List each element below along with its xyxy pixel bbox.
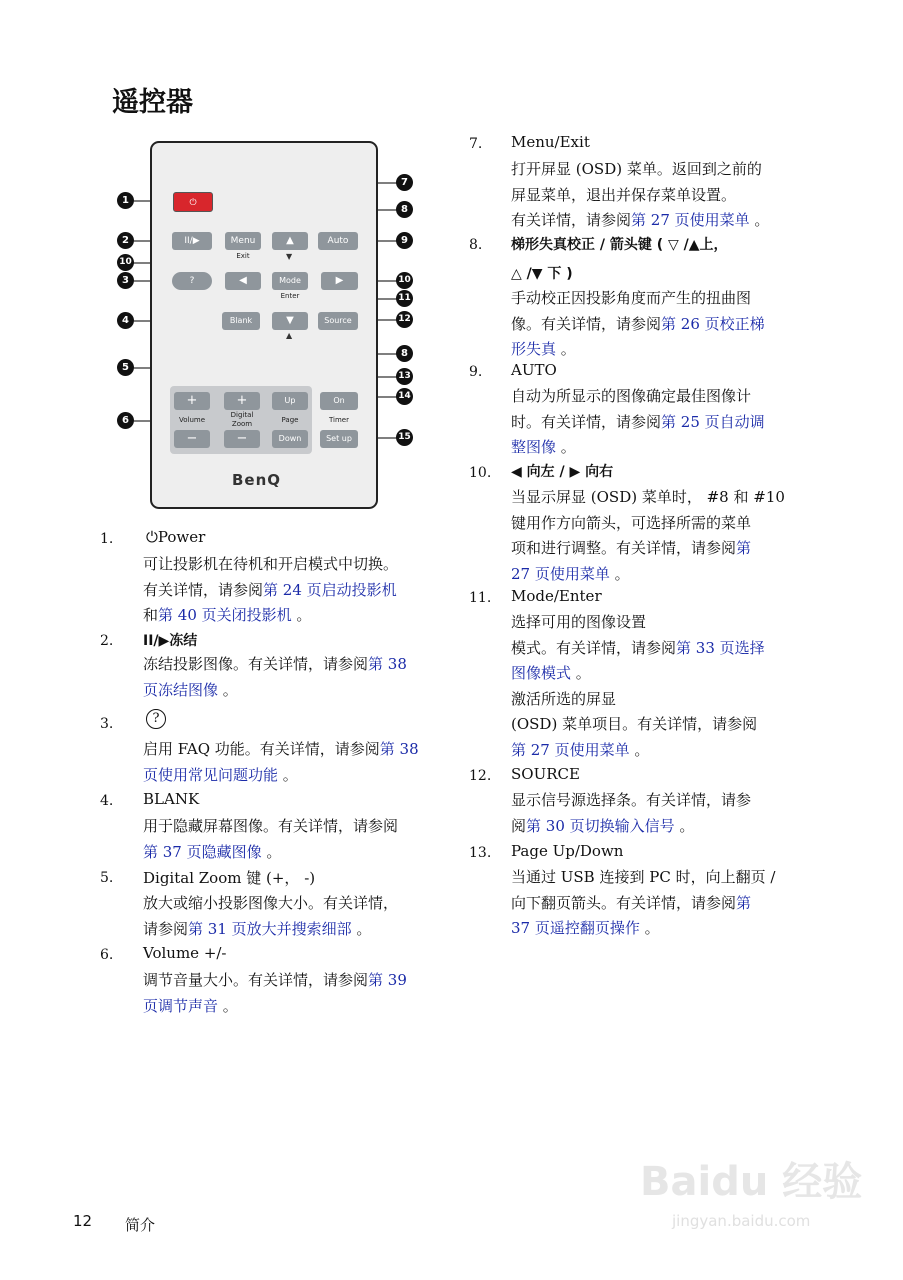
callout-12: 12 [396, 311, 413, 328]
item-number: 7. [469, 136, 483, 152]
cross-reference-link[interactable]: 第 30 页切换输入信号 [526, 816, 675, 835]
power-icon: ⏻ [146, 528, 158, 546]
item-body [511, 788, 831, 839]
item-number: 2. [100, 633, 114, 649]
callout-5: 5 [117, 359, 134, 376]
body-text: 。 [556, 438, 576, 456]
mode-button: Mode [272, 272, 308, 290]
item-body [511, 157, 831, 234]
volume-label: Volume [178, 416, 206, 424]
body-text: 。 [639, 919, 660, 937]
callout-10-right: 10 [396, 272, 413, 289]
callout-4: 4 [117, 312, 134, 329]
digital-zoom-label: Digital Zoom [230, 411, 254, 428]
on-button: On [320, 392, 358, 410]
page-title: 遥控器 [112, 87, 193, 118]
item-number: 4. [100, 793, 114, 809]
baidu-watermark: Baidu 经验 [640, 1159, 863, 1205]
callout-7: 7 [396, 174, 413, 191]
menu-button: Menu [225, 232, 261, 250]
item-number: 1. [100, 531, 114, 547]
page-label: Page [281, 416, 299, 424]
item-body [143, 552, 463, 629]
body-text: 选择可用的图像设置 模式。有关详情，请参阅 [511, 613, 677, 657]
section-name: 简介 [125, 1216, 156, 1234]
cross-reference-link[interactable]: 第 38 页冻结图像 [143, 655, 407, 699]
item-number: 3. [100, 716, 114, 732]
body-text: 放大或缩小投影图像大小。有关详情， 请参阅 [143, 894, 399, 938]
item-body [143, 814, 463, 865]
volume-plus-button: + [174, 392, 210, 410]
item-heading: II/▶冻结 [143, 633, 198, 649]
item-heading: Page Up/Down [511, 842, 624, 860]
callout-15: 15 [396, 429, 413, 446]
body-text: 手动校正因投影角度而产生的扭曲图 像。有关详情，请参阅 [511, 289, 752, 333]
source-button: Source [318, 312, 358, 330]
power-button: ⏻ [173, 192, 213, 212]
item-heading: Mode/Enter [511, 587, 602, 605]
page-up-button: Up [272, 392, 308, 410]
item-heading: Menu/Exit [511, 133, 590, 151]
item-body [143, 652, 463, 703]
item-body [143, 737, 463, 788]
help-button: ? [172, 272, 212, 290]
body-text: 。 [218, 996, 238, 1015]
item-heading: ⏻Power [146, 528, 206, 546]
body-text: 显示信号源选择条。有关详情，请参 阅 [511, 791, 752, 835]
item-body [143, 968, 463, 1019]
item-heading: SOURCE [511, 765, 580, 783]
cross-reference-link[interactable]: 第 39 页调节声音 [143, 971, 407, 1015]
item-body [511, 485, 831, 587]
baidu-watermark-url: jingyan.baidu.com [672, 1212, 811, 1230]
body-text: 当通过 USB 连接到 PC 时，向上翻页 / 向下翻页箭头。有关详情，请参阅 [511, 868, 776, 912]
body-text: 可让投影机在待机和开启模式中切换。 有关详情，请参阅 [143, 555, 399, 599]
cross-reference-link[interactable]: 第 25 页自动调 整图像 [511, 412, 765, 456]
item-number: 11. [469, 590, 492, 606]
up-arrow-button: ▲ [272, 232, 308, 250]
body-text: 调节音量大小。有关详情，请参阅 [143, 971, 369, 989]
page-number: 12 [73, 1212, 93, 1230]
body-text: 。 [674, 816, 695, 835]
callout-11: 11 [396, 290, 413, 307]
item-number: 6. [100, 947, 114, 963]
body-text: 。 [556, 340, 576, 358]
item-body [511, 610, 831, 763]
item-heading: ◀ 向左 / ▶ 向右 [511, 464, 614, 480]
keystone-up-icon: ▲ [286, 331, 293, 340]
item-heading: Digital Zoom 键 (+， -) [143, 869, 316, 887]
timer-label: Timer [328, 416, 349, 424]
keystone-down-icon: ▼ [286, 252, 293, 261]
item-number: 12. [469, 768, 492, 784]
help-icon: ? [146, 709, 166, 729]
body-text: 。 [609, 564, 630, 583]
body-text: 当显示屏显 (OSD) 菜单时， #8 和 #10 键用作方向箭头，可选择所需的菜单 项和进行调整。有关详情，请参阅 [511, 488, 785, 557]
body-text: 自动为所显示的图像确定最佳图像计 时。有关详情，请参阅 [511, 387, 752, 431]
item-heading: BLANK [143, 790, 200, 808]
callout-9: 9 [396, 232, 413, 249]
item-body [511, 286, 831, 363]
callout-13: 13 [396, 368, 413, 385]
cross-reference-link[interactable]: 第 26 页校正梯 形失真 [511, 314, 765, 358]
cross-reference-link[interactable]: 第 33 页选择 图像模式 [511, 638, 765, 682]
item-heading: 梯形失真校正 / 箭头键 ( ▽ /▲上， △ /▼ 下 ) [511, 237, 728, 282]
item-body [511, 865, 831, 942]
cross-reference-link[interactable]: 第 27 页使用菜单 [511, 740, 630, 759]
cross-reference-link[interactable]: 第 27 页使用菜单 [631, 211, 750, 229]
callout-8-bottom: 8 [396, 345, 413, 362]
body-text: 。 [291, 606, 312, 624]
cross-reference-link[interactable]: 第 37 页遥控翻页操作 [511, 893, 752, 937]
cross-reference-link[interactable]: 第 27 页使用菜单 [511, 539, 752, 583]
cross-reference-link[interactable]: 第 38 页使用常见问题功能 [143, 740, 419, 784]
body-text: 。 激活所选的屏显 (OSD) 菜单项目。有关详情，请参阅 [511, 664, 758, 733]
item-body [511, 384, 831, 461]
body-text: 。 [351, 919, 372, 938]
right-arrow-button: ▶ [321, 272, 358, 290]
mode-sub-label: Enter [280, 292, 300, 300]
blank-button: Blank [222, 312, 260, 330]
setup-button: Set up [320, 430, 358, 448]
body-text: 。 [218, 680, 238, 699]
body-text: 启用 FAQ 功能。有关详情，请参阅 [143, 740, 380, 758]
cross-reference-link[interactable]: 第 37 页隐藏图像 [143, 842, 262, 861]
benq-logo: BenQ [232, 471, 282, 489]
callout-6: 6 [117, 412, 134, 429]
body-text: 。 [749, 211, 770, 229]
item-heading: Volume +/- [143, 944, 227, 962]
item-body [143, 891, 463, 942]
cross-reference-link[interactable]: 第 40 页关闭投影机 [158, 606, 292, 624]
callout-8-top: 8 [396, 201, 413, 218]
left-arrow-button: ◀ [225, 272, 261, 290]
body-text: 用于隐藏屏幕图像。有关详情，请参阅 [143, 817, 399, 835]
freeze-button: II/▶ [172, 232, 212, 250]
body-text: 打开屏显 (OSD) 菜单。返回到之前的 屏显菜单，退出并保存菜单设置。 有关详情，请参阅 [511, 160, 762, 229]
menu-sub-label: Exit [236, 252, 250, 260]
body-text: 。 [278, 765, 298, 784]
callout-1: 1 [117, 192, 134, 209]
zoom-minus-button: − [224, 430, 260, 448]
cross-reference-link[interactable]: 第 24 页启动投影机 [263, 580, 397, 599]
zoom-plus-button: + [224, 392, 260, 410]
callout-14: 14 [396, 388, 413, 405]
callout-10-left: 10 [117, 254, 134, 271]
body-text: 冻结投影图像。有关详情，请参阅 [143, 655, 369, 673]
item-number: 10. [469, 465, 492, 481]
item-number: 5. [100, 870, 114, 886]
item-number: 9. [469, 364, 483, 380]
cross-reference-link[interactable]: 第 31 页放大并搜索细部 [188, 919, 352, 938]
item-number: 8. [469, 237, 483, 253]
body-text: 。 [629, 740, 650, 759]
item-number: 13. [469, 845, 492, 861]
body-text: 和 [143, 606, 159, 624]
page-down-button: Down [272, 430, 308, 448]
auto-button: Auto [318, 232, 358, 250]
down-arrow-button: ▼ [272, 312, 308, 330]
body-text: 。 [261, 842, 282, 861]
callout-2: 2 [117, 232, 134, 249]
volume-minus-button: − [174, 430, 210, 448]
item-heading: AUTO [511, 361, 557, 379]
callout-3: 3 [117, 272, 134, 289]
